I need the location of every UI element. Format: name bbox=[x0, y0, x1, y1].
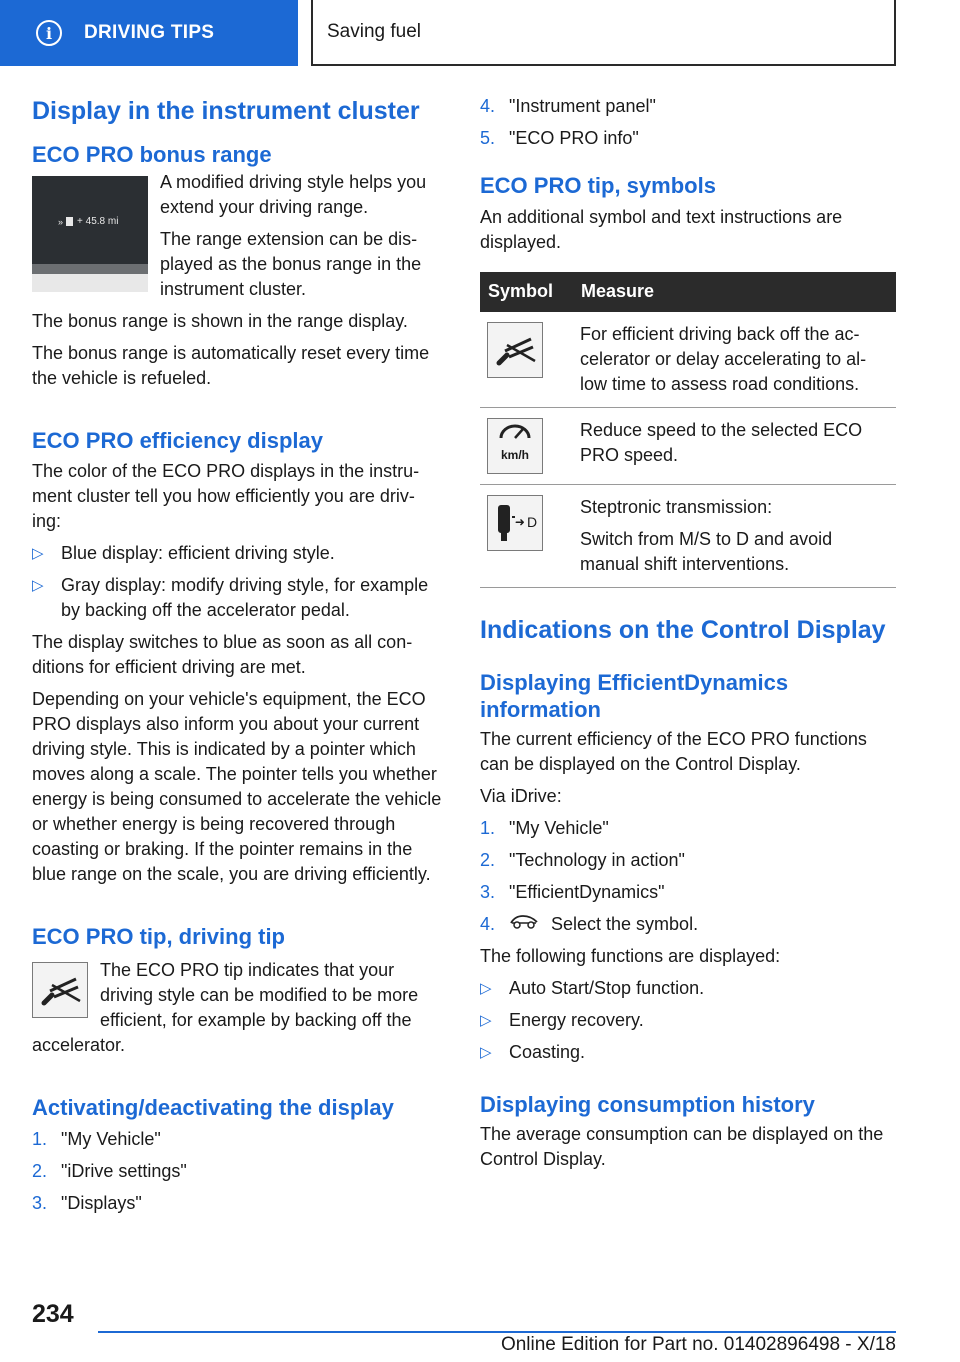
footer-divider bbox=[98, 1331, 896, 1333]
page-number: 234 bbox=[32, 1300, 74, 1328]
right-column bbox=[480, 96, 896, 1172]
history-p1: The average consumption can be displayed on the Control Display. bbox=[480, 1124, 884, 1169]
speedometer-kmh-icon: km/h bbox=[487, 418, 543, 474]
bonus-p4: The bonus range is automatically reset every time the vehicle is refueled. bbox=[32, 343, 430, 388]
efficiency-p3: Depending on your vehicle's equipment, the ECO PRO displays also inform you about your current driving style. This is indicated by a pointer which moves along a scale. The pointer tells you whether energy is being consumed to accelerate the vehicle or whether energy is being recovered through coasting or braking. If the pointer remains in the blue range on the scale, you are driving efficiently. bbox=[32, 688, 442, 884]
column-header-symbol: Symbol bbox=[480, 272, 573, 312]
topic-box bbox=[311, 0, 896, 66]
indications-p3: The following functions are displayed: bbox=[480, 945, 781, 966]
table-row bbox=[480, 312, 896, 408]
heading-symbols: ECO PRO tip, symbols bbox=[480, 173, 716, 198]
triangle-bullet-icon: ▷ bbox=[480, 1011, 492, 1029]
page-title: Display in the instrument cluster bbox=[32, 97, 420, 125]
gear-selector-icon: ➜ D bbox=[487, 495, 543, 551]
list-item: 4. "Instrument panel" bbox=[480, 96, 656, 116]
bonus-arrows-icon: » bbox=[58, 216, 64, 227]
heading-bonus-range: ECO PRO bonus range bbox=[32, 141, 272, 167]
table-row bbox=[480, 484, 896, 587]
bonus-p1: A modified driving style helps you extend your driving range. bbox=[160, 172, 427, 217]
list-item: 3. "Displays" bbox=[32, 1192, 142, 1213]
column-header-measure: Measure bbox=[573, 272, 896, 312]
function-bullets bbox=[480, 976, 896, 1065]
list-item: ▷ Gray display: modify driving style, for example by backing off the accelerator pedal. bbox=[32, 573, 448, 623]
section-tab bbox=[0, 0, 298, 66]
heading-activate-display: Activating/deactivating the display bbox=[32, 1095, 394, 1120]
heading-consumption-history: Displaying consumption history bbox=[480, 1091, 815, 1117]
triangle-bullet-icon: ▷ bbox=[32, 544, 44, 562]
list-item: ▷ Energy recovery. bbox=[480, 1008, 896, 1033]
efficiency-bullets bbox=[32, 541, 448, 623]
heading-indications: Indications on the Control Display bbox=[480, 615, 886, 644]
indications-p2: Via iDrive: bbox=[480, 785, 562, 806]
efficiency-p2: The display switches to blue as soon as all con‐ ditions for efficient driving are met. bbox=[32, 631, 413, 677]
table-row bbox=[480, 407, 896, 484]
heading-efficiency-display: ECO PRO efficiency display bbox=[32, 428, 323, 453]
bonus-block bbox=[32, 170, 448, 302]
triangle-bullet-icon: ▷ bbox=[480, 1043, 492, 1061]
tip-p1: The ECO PRO tip indicates that your driving style can be modified to be more efficient, for example by backing off the accelerator. bbox=[32, 960, 419, 1055]
info-icon: i bbox=[36, 20, 62, 46]
bonus-range-value: + 45.8 mi bbox=[77, 216, 119, 227]
measure-cell: Steptronic transmission: Switch from M/S to D and avoid manual shift interventions. bbox=[573, 484, 896, 587]
activate-steps-continued bbox=[480, 94, 896, 151]
arrow-right-icon: ➜ bbox=[514, 515, 525, 529]
heading-efficientdynamics: Displaying EfficientDynamics information bbox=[480, 669, 789, 722]
bonus-p3: The bonus range is shown in the range display. bbox=[32, 311, 408, 331]
accelerator-pedal-icon bbox=[487, 322, 543, 378]
triangle-bullet-icon: ▷ bbox=[32, 576, 44, 594]
bonus-p2: The range extension can be dis‐ played as the bonus range in the instrument cluster. bbox=[160, 229, 422, 299]
symbol-table bbox=[480, 272, 896, 588]
list-item: 1. "My Vehicle" bbox=[480, 817, 609, 838]
section-title: DRIVING TIPS bbox=[84, 22, 215, 43]
measure-cell: Reduce speed to the selected ECO PRO speed. bbox=[573, 407, 896, 484]
car-efficiency-icon bbox=[509, 912, 541, 937]
topic-title: Saving fuel bbox=[327, 21, 422, 42]
list-item: ▷ Auto Start/Stop function. bbox=[480, 976, 896, 1001]
efficiency-p1: The color of the ECO PRO displays in the instru‐ ment cluster tell you how efficiently you are driv‐ ing: bbox=[32, 460, 420, 531]
list-item: 3. "EfficientDynamics" bbox=[480, 881, 665, 902]
symbols-p1: An additional symbol and text instructions are displayed. bbox=[480, 206, 843, 252]
measure-cell: For efficient driving back off the ac‐ celerator or delay accelerating to al‐ low time to assess road conditions. bbox=[573, 312, 896, 408]
list-item: 1. "My Vehicle" bbox=[32, 1128, 161, 1149]
table-header-row bbox=[480, 272, 896, 312]
list-item: ▷ Coasting. bbox=[480, 1040, 896, 1065]
left-column bbox=[32, 96, 448, 1216]
list-item: 2. "iDrive settings" bbox=[32, 1160, 187, 1181]
tip-block bbox=[32, 958, 448, 1058]
heading-driving-tip: ECO PRO tip, driving tip bbox=[32, 923, 285, 949]
list-item: ▷ Blue display: efficient driving style. bbox=[32, 541, 448, 566]
fuel-pump-icon bbox=[66, 217, 73, 226]
triangle-bullet-icon: ▷ bbox=[480, 979, 492, 997]
list-item: 2. "Technology in action" bbox=[480, 849, 685, 870]
list-item: 4. Select the symbol. bbox=[480, 912, 896, 937]
indications-p1: The current efficiency of the ECO PRO functions can be displayed on the Control Display. bbox=[480, 728, 867, 774]
activate-steps bbox=[32, 1127, 448, 1216]
instrument-cluster-thumbnail bbox=[32, 176, 148, 292]
accelerator-pedal-icon bbox=[32, 962, 88, 1018]
efficientdynamics-steps bbox=[480, 816, 896, 937]
edition-text: Online Edition for Part no. 01402896498 - X/18 bbox=[500, 1334, 896, 1355]
list-item: 5. "ECO PRO info" bbox=[480, 128, 639, 148]
